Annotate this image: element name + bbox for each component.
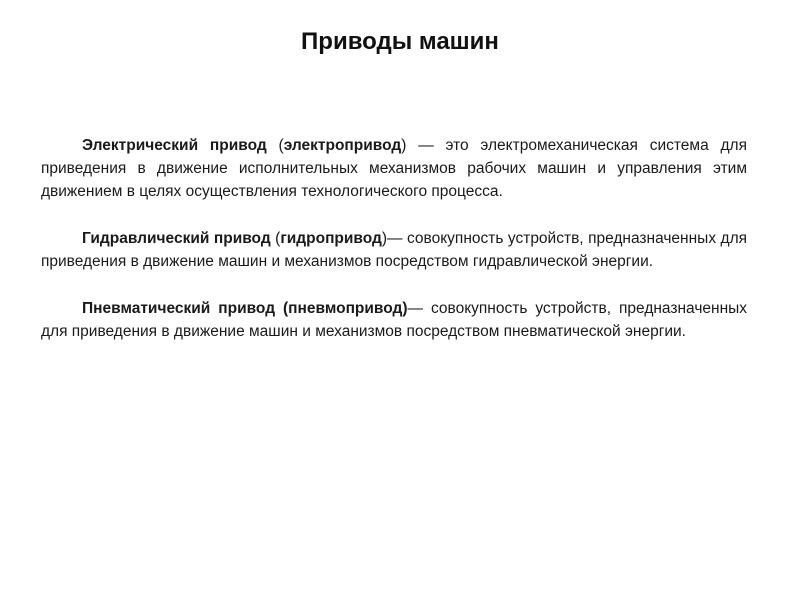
abbr-electric-drive: электропривод — [283, 137, 402, 154]
paragraph-pneumatic-drive — [41, 297, 747, 343]
abbr-hydraulic-drive: гидропривод — [280, 230, 382, 247]
slide-content — [41, 134, 747, 367]
slide-title: Приводы машин — [301, 28, 499, 55]
paren-close: ) — [381, 230, 388, 247]
paragraph-electric-drive — [41, 134, 747, 203]
definition-hydraulic-drive: — совокупность устройств, предназначенных для приведения в движение машин и механизмов посредством гидравлической энергии. — [41, 230, 748, 270]
definition-electric-drive: — это электромеханическая система для приведения в движение исполнительных механизмов рабочих машин и управления этим движением в целях осуществления технологического процесса. — [41, 137, 747, 200]
term-pneumatic-drive: Пневматический привод — [82, 300, 276, 317]
paren-open: ( — [275, 300, 289, 317]
term-hydraulic-drive: Гидравлический привод — [82, 230, 271, 247]
term-electric-drive: Электрический привод — [82, 137, 267, 154]
definition-pneumatic-drive: — совокупность устройств, предназначенных для приведения в движение машин и механизмов посредством пневматической энергии. — [41, 300, 748, 340]
paren-close: ) — [401, 137, 407, 154]
paren-close: ) — [402, 300, 408, 317]
paragraph-hydraulic-drive — [41, 227, 747, 273]
abbr-pneumatic-drive: пневмопривод — [288, 300, 403, 317]
paren-open: ( — [266, 137, 284, 154]
paren-open: ( — [270, 230, 281, 247]
